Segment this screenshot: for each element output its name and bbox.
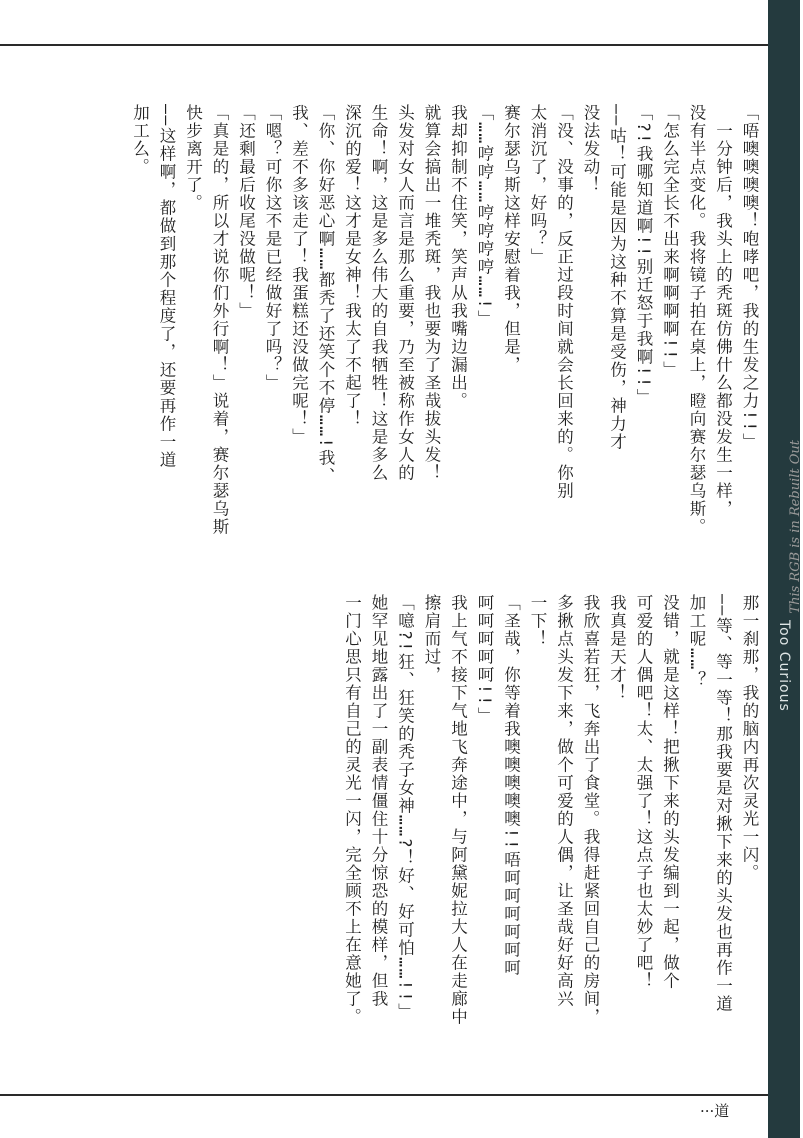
text-block-top: 「唔噢噢噢噢！咆哮吧，我的生发之力!!」 一分钟后，我头上的秃斑仿佛什么都没发生一样， 没有半点变化。我将镜子拍在桌上，瞪向赛尔瑟乌斯。 「怎么完全长不出来啊啊啊啊!!」 「?!我哪知道啊!!别迁怒于我啊!!」 ——咕！可能是因为这种不算是受伤，神力才 没法发动！ 「没、没事的，反正过段时间就会长回来的。你别 太消沉了，好吗？」 赛尔瑟乌斯这样安慰着我，但是， 「……哼哼……哼哼哼哼……!」 我却抑制不住笑，笑声从我嘴边漏出。 就算会搞出一堆秃斑，我也要为了圣哉拔头发！ 头发对女人而言是那么重要，乃至被称作女人的 生命！啊，这是多么伟大的自我牺牲！这是多么 深沉的爱！这才是女神！我太了不起了！ 「你、你好恶心啊……都秃了还笑个不停……!我、 我、差不多该走了！我蛋糕还没做完呢！」 「嗯？可你这不是已经做好了吗？」 「还剩最后收尾没做呢！」 「真是的，所以才说你们外行啊！」说着，赛尔瑟乌斯 快步离开了。 ——这样啊，都做到那个程度了，还要再作一道 加工么。 xyxy=(130,104,759,536)
page-marker: ···道 xyxy=(700,1102,730,1120)
bleed-through-text: This RGB is in Rebuilt Out xyxy=(788,440,803,614)
top-rule xyxy=(0,44,768,46)
bottom-rule xyxy=(0,1094,768,1096)
spine-label: Too Curious xyxy=(776,620,792,712)
text-block-bottom: 那一刹那，我的脑内再次灵光一闪。 ——等、等一等！那我要是对揪下来的头发也再作一道 加工呢……？ 没错，就是这样！把揪下来的头发编到一起，做个 可爱的人偶吧！太、太强了！这点子也太妙了吧！ 我真是天才！ 我欣喜若狂，飞奔出了食堂。我得赶紧回自己的房间， 多揪点头发下来，做个可爱的人偶，让圣哉好好高兴 一下！ 「圣哉，你等着我噢噢噢噢噢!!唔呵呵呵呵呵呵 呵呵呵呵呵!!」 我上气不接下气地飞奔途中，与阿黛妮拉大人在走廊中 擦肩而过， 「噫?!狂、狂笑的秃子女神……?！好、好可怕……!!」 她罕见地露出了一副表情僵住十分惊恐的模样，但我 一门心思只有自己的灵光一闪，完全顾不上在意她了。 xyxy=(342,594,759,1026)
